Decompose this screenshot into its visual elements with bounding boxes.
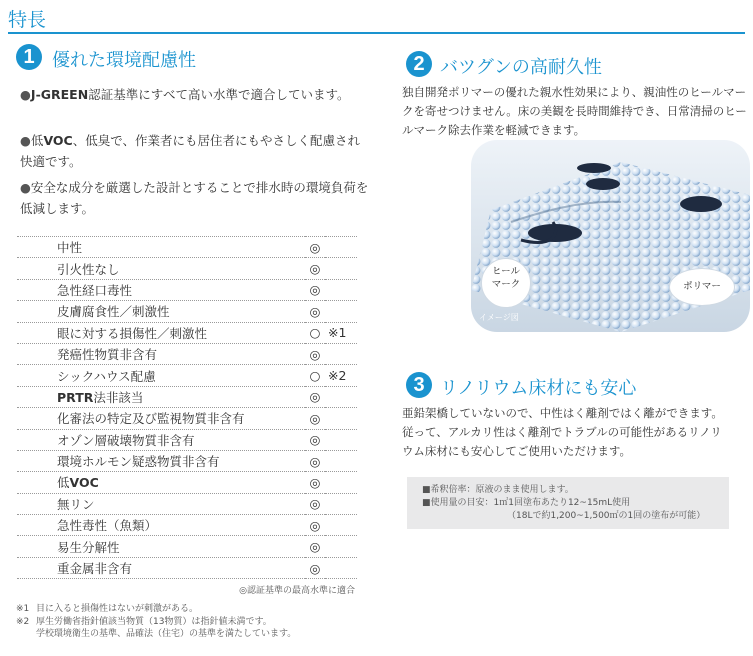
table-row: [17, 343, 357, 364]
section-number-badge-3: 3: [406, 372, 432, 398]
property-label-text: 易生分解性: [57, 539, 120, 555]
property-label: [17, 493, 305, 514]
table-row: [17, 258, 357, 279]
section-number-badge-2: 2: [406, 51, 432, 77]
property-label: [17, 258, 305, 279]
footnote-2-continued: [16, 628, 296, 641]
heel-label-line1: ヒール: [492, 266, 520, 277]
property-label-bold: PRTR: [57, 389, 94, 405]
property-rating-mark: ◎: [305, 343, 325, 364]
footnote-text: 目に入ると損傷性はないが刺激がある。: [36, 604, 199, 614]
property-label: [17, 322, 305, 343]
property-rating-mark: ◎: [305, 279, 325, 300]
property-label-text: 無リン: [57, 496, 95, 512]
property-label-text: 急性毒性（魚類）: [57, 518, 158, 534]
property-label: [17, 450, 305, 471]
heel-mark-blob: [577, 163, 611, 173]
property-note: [325, 493, 357, 514]
property-rating-mark: ◎: [305, 301, 325, 322]
footnote-2: [16, 616, 296, 629]
usage-info-line3: （18Lで約1,200~1,500㎡の1回の塗布が可能）: [507, 511, 706, 521]
table-row: [17, 301, 357, 322]
bullet-pre-text: 低: [30, 133, 44, 148]
property-note: [325, 408, 357, 429]
table-row: [17, 279, 357, 300]
property-note: [325, 536, 357, 557]
property-label-text: シックハウス配慮: [57, 368, 156, 384]
property-note: [325, 472, 357, 493]
table-row: [17, 515, 357, 536]
table-row: [17, 557, 357, 578]
property-rating-mark: ◎: [305, 258, 325, 279]
table-row: [17, 386, 357, 407]
section1-heading: 優れた環境配慮性: [52, 50, 196, 71]
footnote-text: 厚生労働省指針値該当物質（13物質）は指針値未満です。: [36, 616, 272, 627]
bullet-item-3: [20, 177, 370, 219]
property-label-text: 環境ホルモン疑惑物質非含有: [57, 454, 220, 470]
page-title: 特長: [8, 9, 47, 31]
heel-mark-label: [481, 258, 531, 308]
section2-heading: バツグンの高耐久性: [440, 57, 602, 78]
property-note: ※2: [325, 365, 357, 386]
usage-info-line2: ■使用量の目安：1㎡1回塗布あたり12~15mL使用: [422, 498, 631, 508]
property-label: [17, 365, 305, 386]
property-label-bold: VOC: [69, 475, 99, 491]
property-label: [17, 237, 305, 258]
properties-table: [17, 236, 357, 579]
property-label: [17, 279, 305, 300]
table-row: [17, 322, 357, 343]
illustration-caption: イメージ図: [479, 313, 519, 322]
property-rating-mark: ◎: [305, 237, 325, 258]
heel-mark-blob: [680, 196, 722, 212]
property-rating-mark: ◎: [305, 515, 325, 536]
table-row: [17, 237, 357, 258]
usage-info-box: [407, 477, 729, 529]
property-label-text: 発癌性物質非含有: [57, 347, 158, 363]
footnote-key: ※1: [16, 604, 30, 614]
property-rating-mark: ○: [305, 322, 325, 343]
property-note: [325, 301, 357, 322]
bullet-dot-icon: ●: [20, 87, 31, 102]
table-row: [17, 429, 357, 450]
property-label: [17, 408, 305, 429]
table-row: [17, 536, 357, 557]
property-label-prefix: 低: [57, 475, 70, 491]
property-note: [325, 343, 357, 364]
property-rating-mark: ◎: [305, 493, 325, 514]
polymer-illustration: [471, 140, 750, 332]
property-label-text: 引火性なし: [57, 261, 120, 277]
table-row: [17, 493, 357, 514]
footnote-1: [16, 603, 296, 616]
bullet-bold-text: VOC: [43, 133, 73, 148]
usage-info-line1: ■希釈倍率：原液のまま使用します。: [422, 485, 574, 495]
property-note: ※1: [325, 322, 357, 343]
property-label: [17, 472, 305, 493]
property-label: [17, 557, 305, 578]
bullet-bold-text: J-GREEN: [30, 87, 89, 102]
title-divider: [8, 32, 745, 34]
property-label-text: 眼に対する損傷性／刺激性: [57, 325, 208, 341]
bullet-item-2: [20, 130, 370, 172]
table-row: [17, 408, 357, 429]
footnote-text: 学校環境衛生の基準、品確法（住宅）の基準を満たしています。: [36, 629, 297, 639]
bullet-text: 認証基準にすべて高い水準で適合しています。: [88, 87, 350, 102]
polymer-label: ポリマー: [669, 268, 735, 306]
property-note: [325, 279, 357, 300]
property-rating-mark: ◎: [305, 408, 325, 429]
footnote-key: ※2: [16, 616, 30, 627]
property-label-text: 化審法の特定及び監視物質非含有: [57, 411, 245, 427]
property-label: [17, 515, 305, 536]
property-label-text: 急性経口毒性: [57, 282, 133, 298]
property-label-text: 法非該当: [93, 389, 144, 405]
property-note: [325, 386, 357, 407]
property-label-text: 重金属非含有: [57, 561, 133, 577]
section-number-badge-1: 1: [16, 44, 42, 70]
property-label: [17, 301, 305, 322]
section2-paragraph: 独自開発ポリマーの優れた親水性効果により、親油性のヒールマークを寄せつけません。床の美観を長時間維持でき、日常清掃のヒールマーク除去作業を軽減できます。: [402, 85, 747, 137]
property-note: [325, 237, 357, 258]
table-row: [17, 365, 357, 386]
bullet-dot-icon: ●: [20, 133, 31, 148]
property-note: [325, 258, 357, 279]
property-rating-mark: ◎: [305, 450, 325, 471]
section3-heading: リノリウム床材にも安心: [440, 378, 637, 399]
property-label: [17, 536, 305, 557]
bullet-dot-icon: ●: [20, 180, 31, 195]
heel-label-line2: マーク: [491, 279, 521, 290]
section3-paragraph: 亜鉛架橋していないので、中性はく離剤ではく離ができます。従って、アルカリ性はく離剤でトラブルの可能性があるリノリウム床材にも安心してご使用いただけます。: [402, 406, 723, 458]
property-label: [17, 429, 305, 450]
footnotes: [16, 603, 296, 641]
property-label: [17, 386, 305, 407]
property-rating-mark: ○: [305, 365, 325, 386]
property-note: [325, 557, 357, 578]
bullet-item-1: [20, 84, 370, 105]
bullet-text: 、低臭で、作業者にも居住者にもやさしく配慮され快適です。: [20, 133, 360, 169]
table-footnote: ◎認証基準の最高水準に適合: [239, 586, 355, 596]
property-note: [325, 515, 357, 536]
property-label-text: オゾン層破壊物質非含有: [57, 432, 195, 448]
property-rating-mark: ◎: [305, 429, 325, 450]
property-rating-mark: ◎: [305, 386, 325, 407]
property-label-text: 中性: [57, 240, 83, 256]
property-note: [325, 450, 357, 471]
property-rating-mark: ◎: [305, 472, 325, 493]
bullet-text: 安全な成分を厳選した設計とすることで排水時の環境負荷を低減します。: [20, 180, 369, 216]
property-note: [325, 429, 357, 450]
heel-mark-blob: [586, 178, 620, 190]
table-row: [17, 450, 357, 471]
property-label-text: 皮膚腐食性／刺激性: [57, 304, 170, 320]
property-rating-mark: ◎: [305, 557, 325, 578]
property-label: [17, 343, 305, 364]
table-row: [17, 472, 357, 493]
property-rating-mark: ◎: [305, 536, 325, 557]
